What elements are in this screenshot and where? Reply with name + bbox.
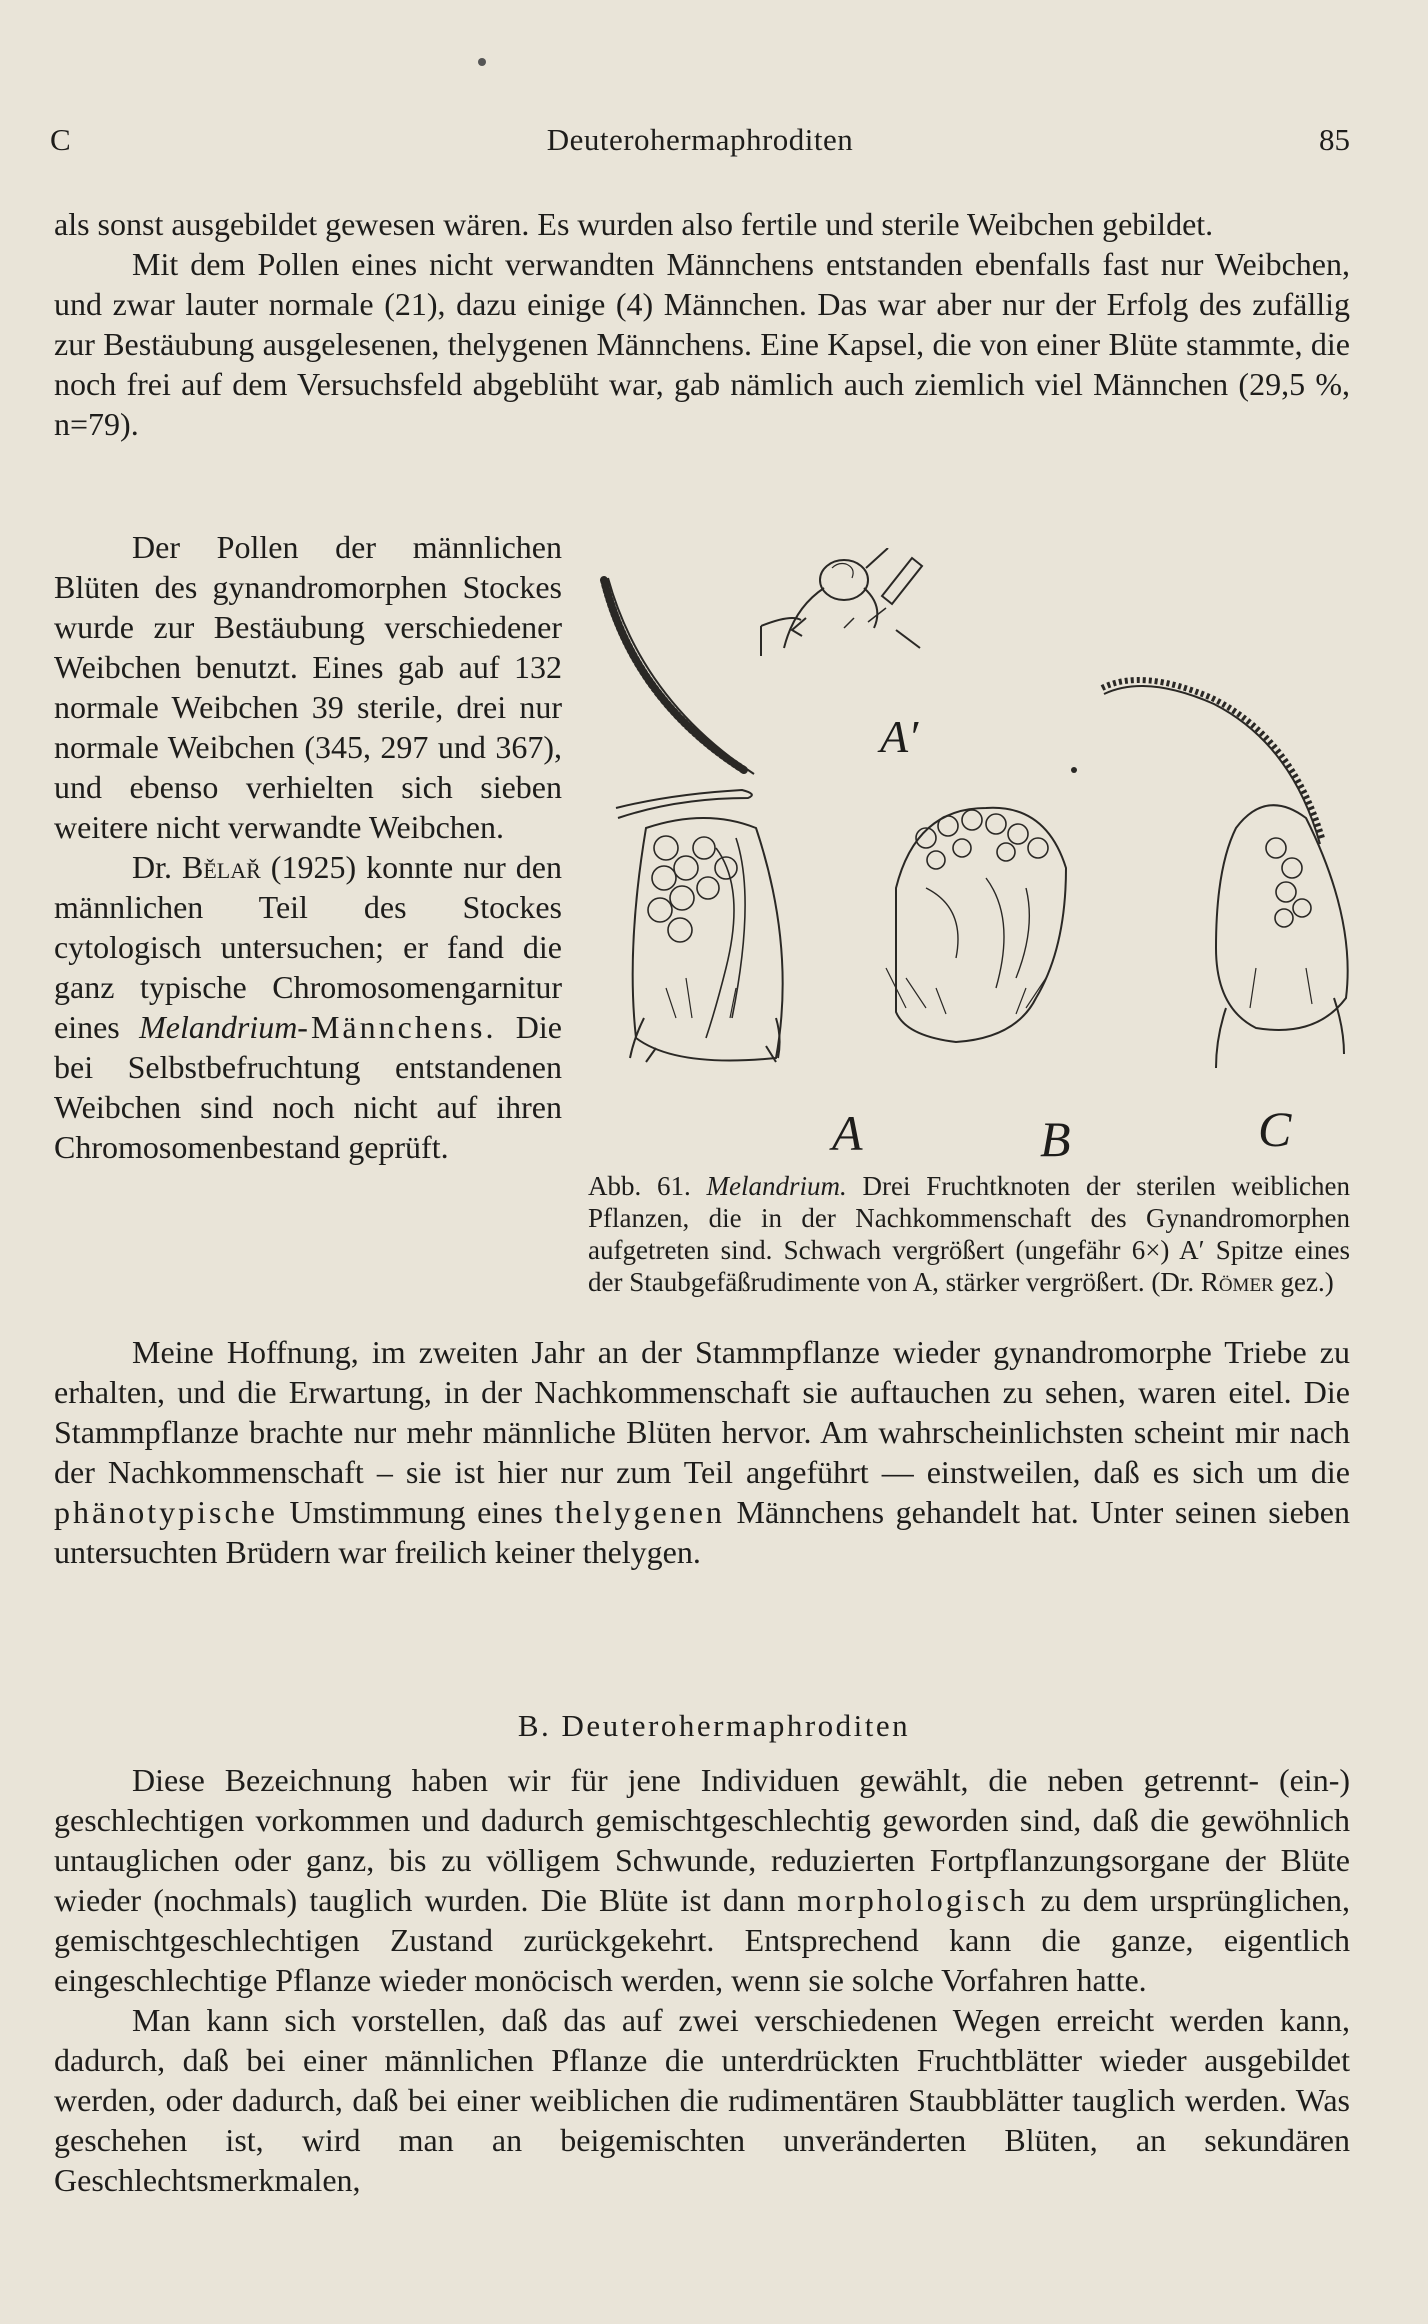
figure-caption [588,1170,1350,1298]
top-text-block [54,204,1350,444]
paragraph: Mit dem Pollen eines nicht verwandten Männchens entstanden ebenfalls fast nur Weibchen, und zwar lauter normale (21), dazu einige (4) Männchen. Das war aber nur der Erfolg des zufällig zur Bestäubung ausgelesenen, thelygenen Männchens. Eine Kapsel, die von einer Blüte stammte, die noch frei auf dem Versuchsfeld abgeblüht war, gab nämlich auch ziemlich viel Männchen (29,5 %, n=79). [54,246,1350,442]
text-run: (1925) konnte nur den männlichen Teil des Stockes cytologisch untersuchen; er fand die ganz typische Chromosomengarnitur eines [54,849,563,1045]
speck [478,58,486,66]
paragraph: als sonst ausgebildet gewesen wären. Es wurden also fertile und sterile Weibchen gebildet. [54,206,1214,242]
paragraph [54,1760,1350,2000]
paragraph: Der Pollen der männlichen Blüten des gynandromorphen Stockes wurde zur Bestäubung verschiedener Weibchen benutzt. Eines gab auf 132 normale Weibchen 39 sterile, drei nur normale Weibchen (345, 297 und 367), und ebenso verhielten sich sieben weitere nicht verwandte Weibchen. [54,529,562,845]
spaced-word: phänotypische [54,1494,278,1530]
drawing-a-prime [761,548,922,656]
running-header [50,118,1350,162]
caption-text-end: gez.) [1273,1267,1334,1297]
caption-genus: Melandrium. [706,1171,847,1201]
section-heading: B. Deuterohermaphroditen [517,1708,911,1743]
genus-name: Melandrium [139,1009,298,1045]
text-run: Meine Hoffnung, im zweiten Jahr an der Stammpflanze wieder gynandromorphe Triebe zu erhalten, und die Erwartung, in der Nachkommenschaft sie auftauchen zu sehen, waren eitel. Die Stammpflanze brachte nur mehr männliche Blüten hervor. Am wahrscheinlichsten scheint mir nach der Nachkommenschaft – sie ist hier nur zum Teil angeführt — einstweilen, daß es sich um die [54,1334,1350,1490]
text-run: Dr. [132,849,182,885]
label-b: B [1040,1111,1071,1167]
spaced-word: morphologisch [797,1882,1029,1918]
section-letter: C [50,122,71,157]
author-name: Bělař [182,849,261,885]
text-run: Männchens gehandelt hat. Unter seinen sieben untersuchten Brüdern war freilich keiner thelygen. [54,1494,1351,1570]
figure-61 [586,548,1352,1168]
text-run: zu dem ursprünglichen, gemischtgeschlechtigen Zustand zurückgekehrt. Entsprechend kann die ganze, eigentlich eingeschlechtige Pflanze wieder monöcisch werden, wenn sie solche Vorfahren hatte. [54,1882,1351,1998]
caption-author: Römer [1200,1267,1274,1297]
section-text-block [54,1760,1350,2200]
drawing-c [1102,680,1348,1068]
running-title: Deuterohermaphroditen [546,122,854,157]
spaced-word: thelygenen [554,1494,725,1530]
caption-text: Drei Fruchtknoten der sterilen weiblichen Pflanzen, die in der Nachkommenschaft des Gynandromorphen aufgetreten sind. Schwach vergrößert (ungefähr 6×) A′ Spitze eines der Staubgefäßrudimente von A, stärker vergrößert. (Dr. [588,1171,1350,1297]
paragraph: Man kann sich vorstellen, daß das auf zwei verschiedenen Wegen erreicht werden kann, dadurch, daß bei einer männlichen Pflanze die unterdrückten Fruchtblätter wieder ausgebildet werden, oder dadurch, daß bei einer weiblichen die rudimentären Staubblätter tauglich werden. Was geschehen ist, wird man an beigemischten unveränderten Blüten, an sekundären Geschlechtsmerkmalen, [54,2002,1350,2198]
left-column-text [54,527,562,1167]
paragraph [54,1332,1350,1572]
label-a: A [832,1105,863,1161]
speck [1071,767,1077,773]
page-number: 85 [1319,122,1350,157]
bottom-text-block [54,1332,1350,1572]
text-run: Diese Bezeichnung haben wir für jene Individuen gewählt, die neben getrennt- (ein-) geschlechtigen vorkommen und dadurch gemischtgeschlechtig geworden sind, daß die gewöhnlich untauglichen oder ganz, bis zu völligem Schwunde, reduzierten Fortpflanzungsorgane der Blüte wieder (nochmals) tauglich wurden. Die Blüte ist dann [54,1762,1350,1918]
label-a-prime: A′ [880,711,919,762]
text-run: Umstimmung eines [277,1494,555,1530]
paragraph [54,847,562,1167]
ovary-drawings [586,548,1352,1168]
caption-prefix: Abb. 61. [588,1171,707,1201]
drawing-a [604,578,783,1062]
text-run: Die bei Selbstbefruchtung entstandenen Weibchen sind noch nicht auf ihren Chromosomenbestand geprüft. [54,1009,563,1165]
label-c: C [1258,1101,1292,1157]
drawing-b [886,808,1066,1042]
spaced-word: -Männchens. [297,1009,497,1045]
